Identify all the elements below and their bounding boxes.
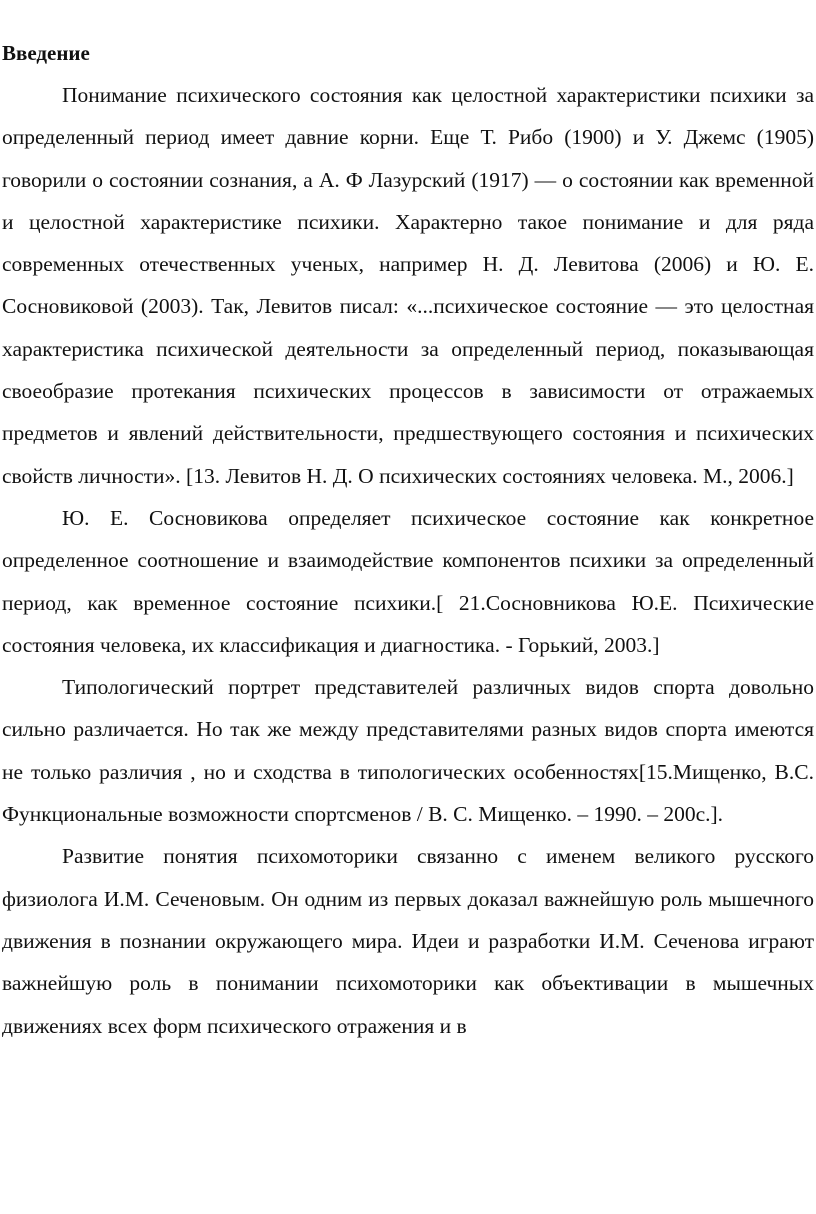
- paragraph-psychic-state: Понимание психического состояния как целостной характеристики психики за определенный период имеет давние корни. Еще Т. Рибо (1900) и У. Джемс (1905) говорили о состоянии сознания, а А. Ф Лазурский (1917) — о состоянии как временной и целостной характеристике психики. Характерно такое понимание и для ряда современных отечественных ученых, например Н. Д. Левитова (2006) и Ю. Е. Сосновиковой (2003). Так, Левитов писал: «...психическое состояние — это целостная характеристика психической деятельности за определенный период, показывающая своеобразие протекания психических процессов в зависимости от отражаемых предметов и явлений действительности, предшествующего состояния и психических свойств личности». [13. Левитов Н. Д. О психических состояниях человека. М., 2006.]: [2, 83, 814, 488]
- paragraph-sosnovikova: Ю. Е. Сосновикова определяет психическое состояние как конкретное определенное соотношение и взаимодействие компонентов психики за определенный период, как временное состояние психики.[ 21.Сосновникова Ю.Е. Психические состояния человека, их классификация и диагностика. - Горький, 2003.]: [2, 505, 814, 657]
- paragraph-psychomotorics: Развитие понятия психомоторики связанно с именем великого русского физиолога И.М. Сеченовым. Он одним из первых доказал важнейшую роль мышечного движения в познании окружающего мира. Идеи и разработки И.М. Сеченова играют важнейшую роль в понимании психомоторики как объективации в мышечных движениях всех форм психического отражения и в: [2, 844, 814, 1038]
- document-page: [0, 32, 816, 1047]
- section-heading: Введение: [2, 41, 90, 65]
- paragraph-typological-portrait: Типологический портрет представителей различных видов спорта довольно сильно различается. Но так же между представителями разных видов спорта имеются не только различия , но и сходства в типологических особенностях[15.Мищенко, В.С. Функциональные возможности спортсменов / В. С. Мищенко. – 1990. – 200с.].: [2, 675, 814, 827]
